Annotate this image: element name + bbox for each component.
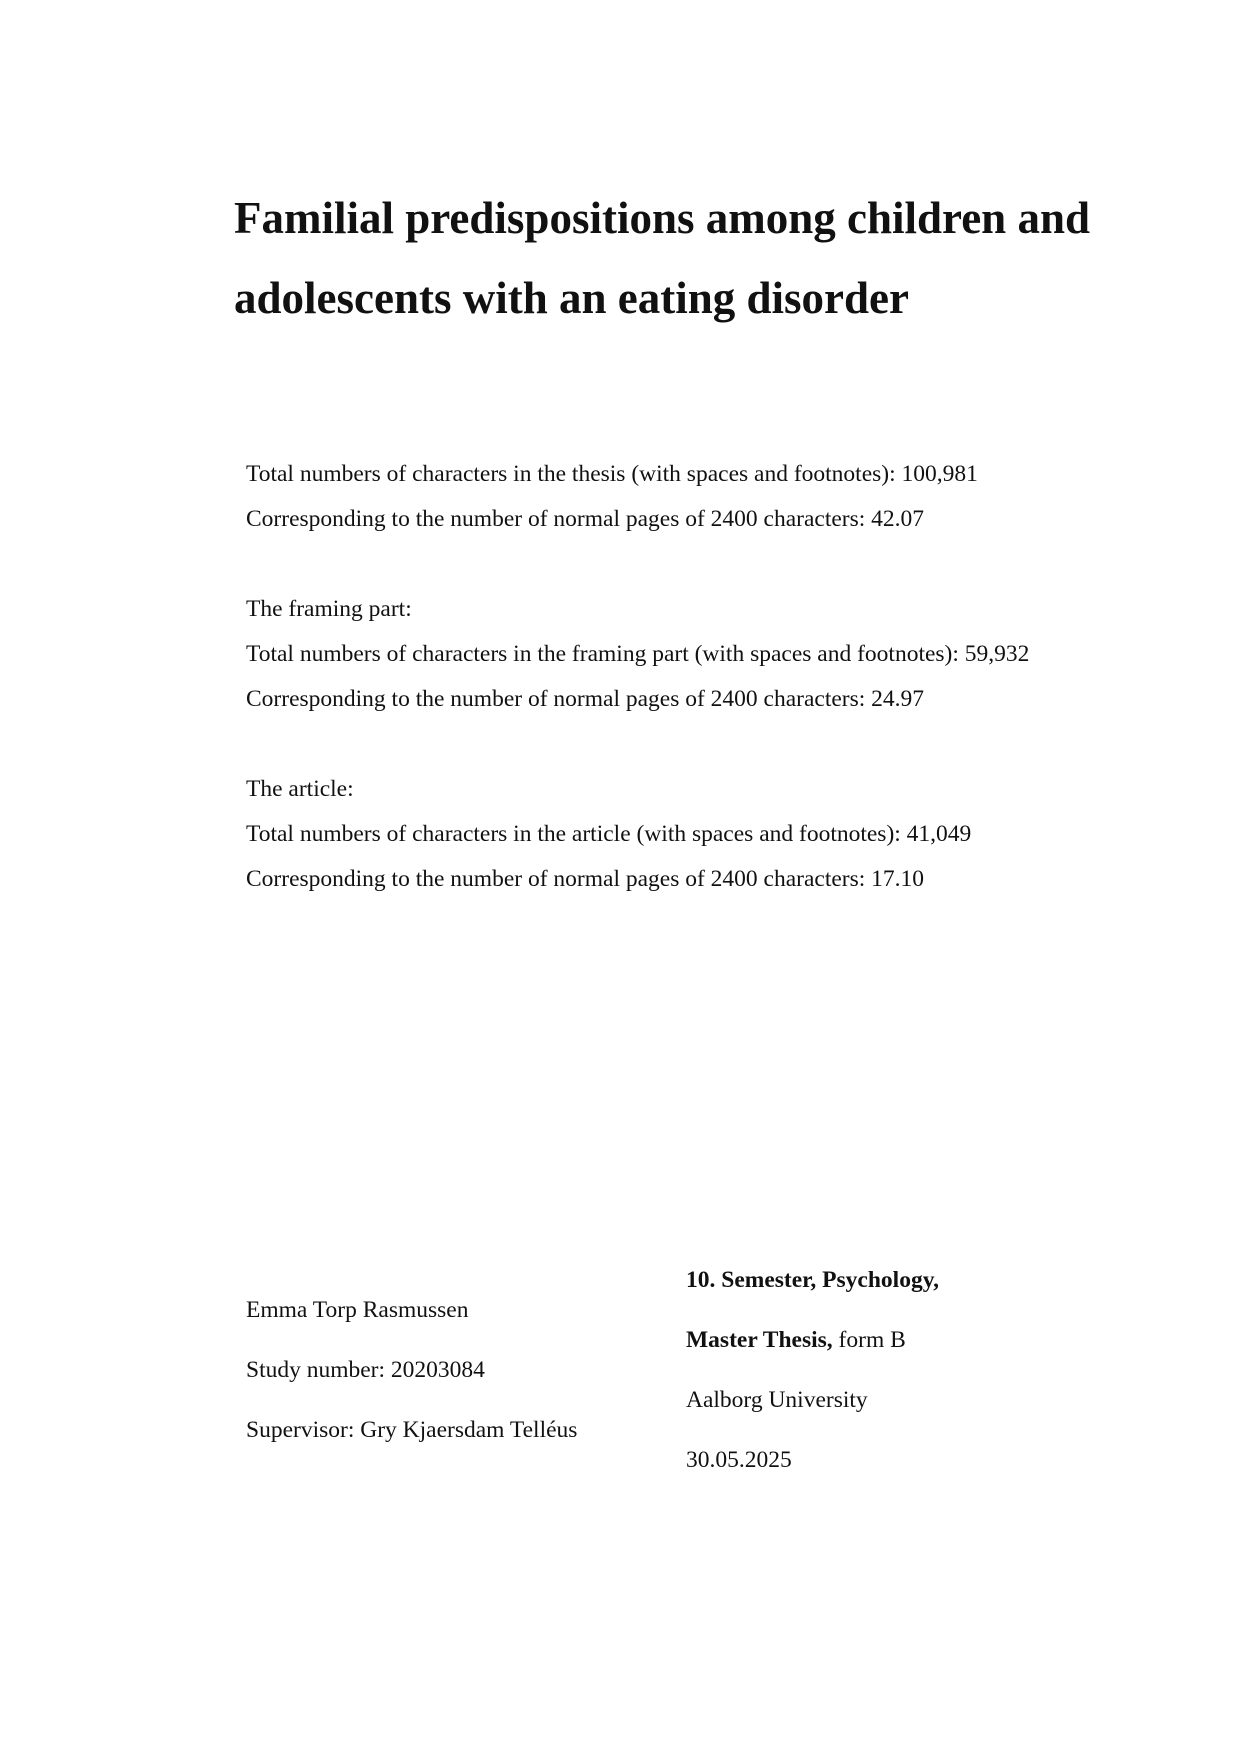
supervisor: Supervisor: Gry Kjaersdam Telléus <box>246 1417 578 1443</box>
framing-normal-pages: Corresponding to the number of normal pages of 2400 characters: 24.97 <box>246 686 925 712</box>
article-heading: The article: <box>246 776 354 802</box>
thesis-form: form B <box>832 1327 906 1353</box>
spacer <box>246 542 1206 587</box>
framing-total-characters: Total numbers of characters in the framing part (with spaces and footnotes): 59,932 <box>246 641 1030 667</box>
thesis-normal-pages: Corresponding to the number of normal pages of 2400 characters: 42.07 <box>246 506 925 532</box>
submission-date: 30.05.2025 <box>686 1447 792 1473</box>
article-total-characters: Total numbers of characters in the article (with spaces and footnotes): 41,049 <box>246 821 972 847</box>
article-normal-pages: Corresponding to the number of normal pages of 2400 characters: 17.10 <box>246 866 925 892</box>
framing-part-heading: The framing part: <box>246 596 412 622</box>
title-line-1: Familial predispositions among children and <box>234 193 1091 243</box>
semester-line: 10. Semester, Psychology, <box>686 1267 940 1293</box>
author-name: Emma Torp Rasmussen <box>246 1297 469 1323</box>
spacer <box>246 722 1206 767</box>
thesis-info-block <box>686 1250 939 1490</box>
page-title <box>234 178 1194 338</box>
thesis-total-characters: Total numbers of characters in the thesis (with spaces and footnotes): 100,981 <box>246 461 978 487</box>
thesis-type-line <box>686 1310 939 1370</box>
thesis-label: Master Thesis, <box>686 1327 833 1353</box>
author-block <box>246 1280 577 1460</box>
title-line-2: adolescents with an eating disorder <box>234 273 909 323</box>
study-number: Study number: 20203084 <box>246 1357 485 1383</box>
university: Aalborg University <box>686 1387 868 1413</box>
character-counts <box>246 452 1206 902</box>
